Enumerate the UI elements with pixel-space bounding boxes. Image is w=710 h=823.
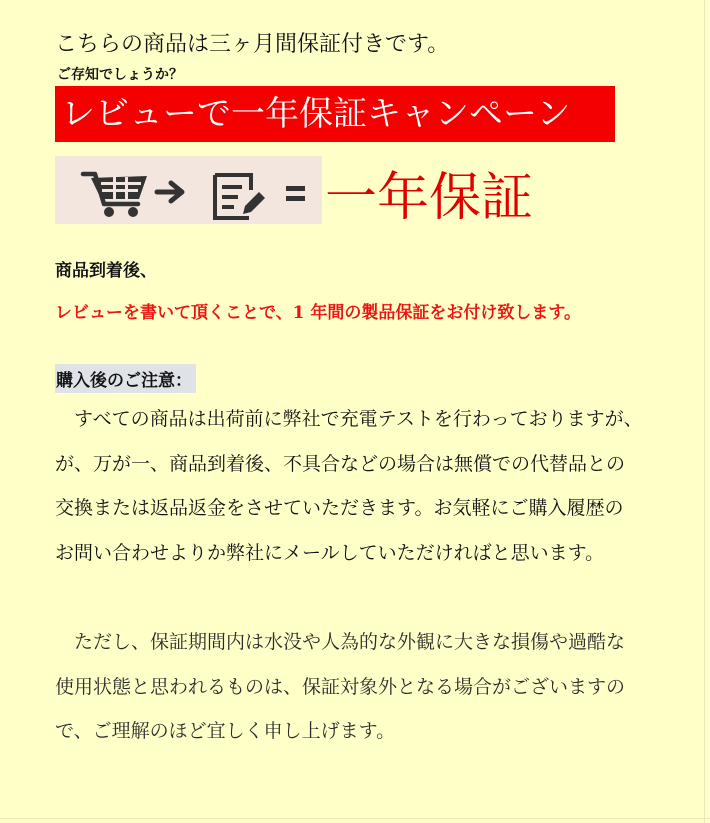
paragraph-line: すべての商品は出荷前に弊社で充電テストを行わっておりますが、 [55, 408, 643, 430]
arrival-text: 商品到着後、 [55, 261, 157, 281]
arrow-right-icon [157, 183, 182, 201]
notes-paragraph-2 [55, 620, 625, 754]
paragraph-line: 使用状態と思われるものは、保証対象外となる場合がございますの [55, 675, 626, 698]
review-flow-graphic [55, 156, 322, 224]
write-review-icon [215, 175, 265, 218]
paragraph-line: お問い合わせよりか弊社にメールしていただければと思います。 [55, 541, 605, 564]
intro-text: こちらの商品は三ヶ月間保証付きです。 [55, 32, 450, 57]
paragraph-line: が、万が一、商品到着後、不具合などの場合は無償での代替品との [55, 452, 626, 475]
paragraph-line: ただし、保証期間内は水没や人為的な外観に大きな損傷や過酷な [55, 631, 626, 653]
frame-divider [0, 818, 710, 819]
paragraph-line: 交換または返品返金をさせていただきます。お気軽にご購入履歴の [55, 497, 624, 519]
question-text: ご存知でしょうか？ [57, 67, 183, 83]
campaign-banner: レビューで一年保証キャンペーン [55, 86, 615, 142]
frame-divider [704, 0, 705, 823]
one-year-warranty-heading: 一年保証 [325, 168, 534, 228]
review-flow-svg [55, 156, 322, 224]
notes-paragraph-1 [55, 397, 643, 575]
campaign-description: レビューを書いて頂くことで、1 年間の製品保証をお付け致します。 [55, 303, 582, 323]
paragraph-line: で、ご理解のほど宜しく申し上げます。 [55, 720, 396, 742]
equals-icon [286, 186, 305, 201]
cart-icon [83, 174, 147, 217]
notes-heading: 購入後のご注意： [55, 364, 196, 393]
